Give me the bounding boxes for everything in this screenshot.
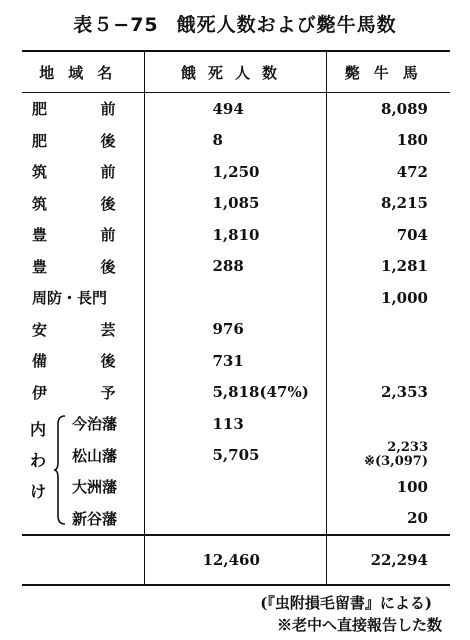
region-char: 後: [100, 131, 116, 150]
deaths-cell: 1,810: [144, 219, 326, 251]
region-char: 安: [32, 320, 48, 339]
cattle-cell: 2,353: [326, 377, 450, 409]
region-char: 予: [100, 383, 116, 402]
cattle-cell: 1,000: [326, 282, 450, 314]
table-row: [22, 314, 450, 346]
deaths-cell: 288: [144, 251, 326, 283]
total-row: [22, 535, 450, 585]
region-char: 後: [100, 352, 116, 371]
region-char: 備: [32, 352, 48, 371]
region-char: 豊: [32, 257, 48, 276]
breakdown-row: [22, 503, 450, 536]
region-char: 前: [100, 100, 116, 119]
domain-name: 新谷藩: [72, 509, 118, 528]
cattle-cell: 472: [326, 156, 450, 188]
footnote: ※老中へ直接報告した数: [276, 616, 442, 634]
total-deaths: 12,460: [144, 535, 326, 585]
table-caption: 餓死人数および斃牛馬数: [176, 14, 397, 36]
header-row: [22, 51, 450, 93]
table-title: [0, 10, 470, 37]
cattle-note: ※(3,097): [364, 454, 428, 470]
table-row: [22, 282, 450, 314]
table-row: [22, 377, 450, 409]
region-char: 前: [100, 226, 116, 245]
region-char: 後: [100, 194, 116, 213]
table-row: [22, 156, 450, 188]
breakdown-row: [22, 408, 450, 440]
data-table: [22, 50, 450, 586]
region-char: 筑: [32, 194, 48, 213]
table-row: [22, 251, 450, 283]
region-char: 前: [100, 163, 116, 182]
table-row: [22, 345, 450, 377]
deaths-cell: 8: [144, 125, 326, 157]
region-char: 肥: [32, 131, 48, 150]
deaths-cell: 5,818(47%): [144, 377, 326, 409]
header-deaths: 餓死人数: [144, 51, 326, 93]
deaths-cell: 494: [144, 93, 326, 125]
table-row: [22, 125, 450, 157]
domain-name: 松山藩: [72, 446, 118, 465]
region-char: 伊: [32, 383, 48, 402]
deaths-cell: [144, 282, 326, 314]
region-char: 筑: [32, 163, 48, 182]
table-row: [22, 219, 450, 251]
header-region: 地域名: [22, 51, 144, 93]
deaths-cell: 731: [144, 345, 326, 377]
cattle-cell: 20: [326, 503, 450, 536]
cattle-value: 2,233: [387, 440, 428, 456]
header-cattle: 斃牛馬: [326, 51, 450, 93]
cattle-cell: 8,089: [326, 93, 450, 125]
cattle-cell: [326, 345, 450, 377]
table-row: [22, 93, 450, 125]
breakdown-row: [22, 471, 450, 503]
total-label-cell: [22, 535, 144, 585]
deaths-cell: [144, 503, 326, 536]
source-note: (『虫附損毛留書』による): [260, 594, 432, 612]
breakdown-label-text: 内わけ: [30, 420, 47, 501]
region-char: 豊: [32, 226, 48, 245]
deaths-cell: 1,085: [144, 188, 326, 220]
table-number: 表５−75: [73, 14, 159, 36]
left-brace: [53, 414, 67, 526]
total-cattle: 22,294: [326, 535, 450, 585]
cattle-cell: 180: [326, 125, 450, 157]
deaths-cell: 1,250: [144, 156, 326, 188]
cattle-cell: 8,215: [326, 188, 450, 220]
deaths-cell: 976: [144, 314, 326, 346]
region-char: 後: [100, 257, 116, 276]
breakdown-row: [22, 440, 450, 472]
region-name: 周防・長門: [32, 289, 108, 308]
deaths-cell: 5,705: [144, 440, 326, 472]
table-row: [22, 188, 450, 220]
cattle-cell: 100: [326, 471, 450, 503]
domain-name: 今治藩: [72, 415, 118, 434]
region-char: 肥: [32, 100, 48, 119]
deaths-cell: [144, 471, 326, 503]
deaths-cell: 113: [144, 408, 326, 440]
cattle-cell: [326, 314, 450, 346]
cattle-cell: [326, 440, 450, 472]
cattle-cell: 1,281: [326, 251, 450, 283]
domain-name: 大洲藩: [72, 478, 118, 497]
breakdown-label: [30, 414, 48, 507]
region-char: 芸: [100, 320, 116, 339]
cattle-cell: 704: [326, 219, 450, 251]
cattle-cell: [326, 408, 450, 440]
